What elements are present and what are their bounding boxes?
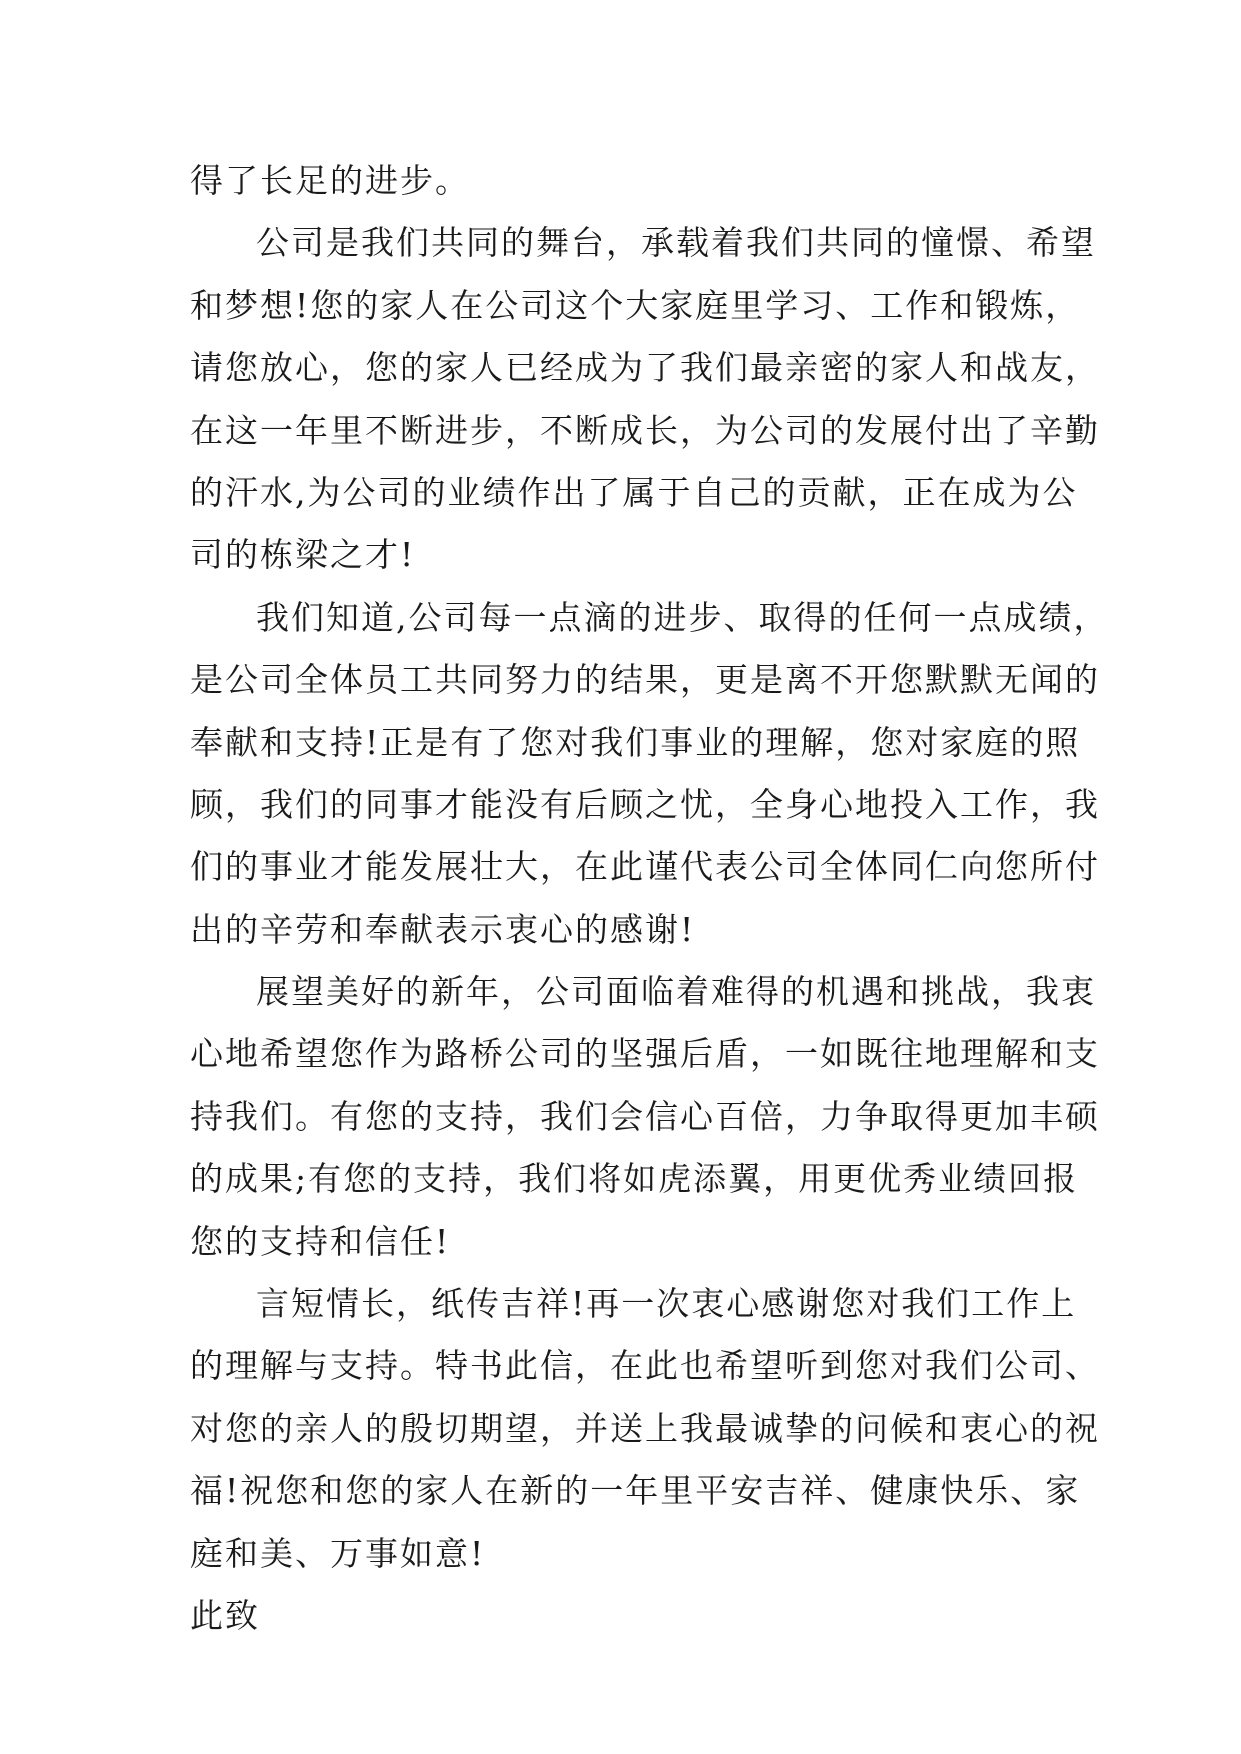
text-line: 的理解与支持。特书此信，在此也希望听到您对我们公司、 — [190, 1346, 1100, 1386]
text-line: 出的辛劳和奉献表示衷心的感谢! — [190, 909, 696, 949]
text-line: 的成果;有您的支持，我们将如虎添翼，用更优秀业绩回报 — [190, 1159, 1079, 1199]
text-line: 您的支持和信任! — [190, 1221, 451, 1261]
text-line: 对您的亲人的殷切期望，并送上我最诚挚的问候和衷心的祝 — [190, 1408, 1100, 1448]
text-line: 的汗水,为公司的业绩作出了属于自己的贡献，正在成为公 — [190, 472, 1078, 512]
text-line: 顾，我们的同事才能没有后顾之忧，全身心地投入工作，我 — [190, 784, 1100, 824]
text-line: 和梦想!您的家人在公司这个大家庭里学习、工作和锻炼， — [190, 285, 1081, 325]
text-line: 请您放心，您的家人已经成为了我们最亲密的家人和战友， — [190, 348, 1100, 388]
paragraph-start-line: 言短情长，纸传吉祥!再一次衷心感谢您对我们工作上 — [256, 1284, 1077, 1324]
text-line: 心地希望您作为路桥公司的坚强后盾，一如既往地理解和支 — [190, 1034, 1100, 1074]
text-line: 庭和美、万事如意! — [190, 1533, 486, 1573]
paragraph-start-line: 公司是我们共同的舞台，承载着我们共同的憧憬、希望 — [256, 223, 1096, 263]
text-line: 得了长足的进步。 — [190, 161, 470, 200]
text-line: 奉献和支持!正是有了您对我们事业的理解，您对家庭的照 — [190, 722, 1081, 762]
letter-body — [190, 150, 1109, 1647]
paragraph-start-line: 我们知道,公司每一点滴的进步、取得的任何一点成绩， — [256, 597, 1109, 637]
closing-salutation: 此致 — [190, 1595, 260, 1635]
text-line: 持我们。有您的支持，我们会信心百倍，力争取得更加丰硕 — [190, 1096, 1100, 1136]
paragraph-start-line: 展望美好的新年，公司面临着难得的机遇和挑战，我衷 — [256, 972, 1096, 1012]
text-line: 在这一年里不断进步，不断成长，为公司的发展付出了辛勤 — [190, 410, 1100, 450]
text-line: 是公司全体员工共同努力的结果，更是离不开您默默无闻的 — [190, 660, 1100, 700]
text-line: 福!祝您和您的家人在新的一年里平安吉祥、健康快乐、家 — [190, 1471, 1081, 1511]
text-line: 们的事业才能发展壮大，在此谨代表公司全体同仁向您所付 — [190, 847, 1100, 887]
text-line: 司的栋梁之才! — [190, 535, 416, 575]
